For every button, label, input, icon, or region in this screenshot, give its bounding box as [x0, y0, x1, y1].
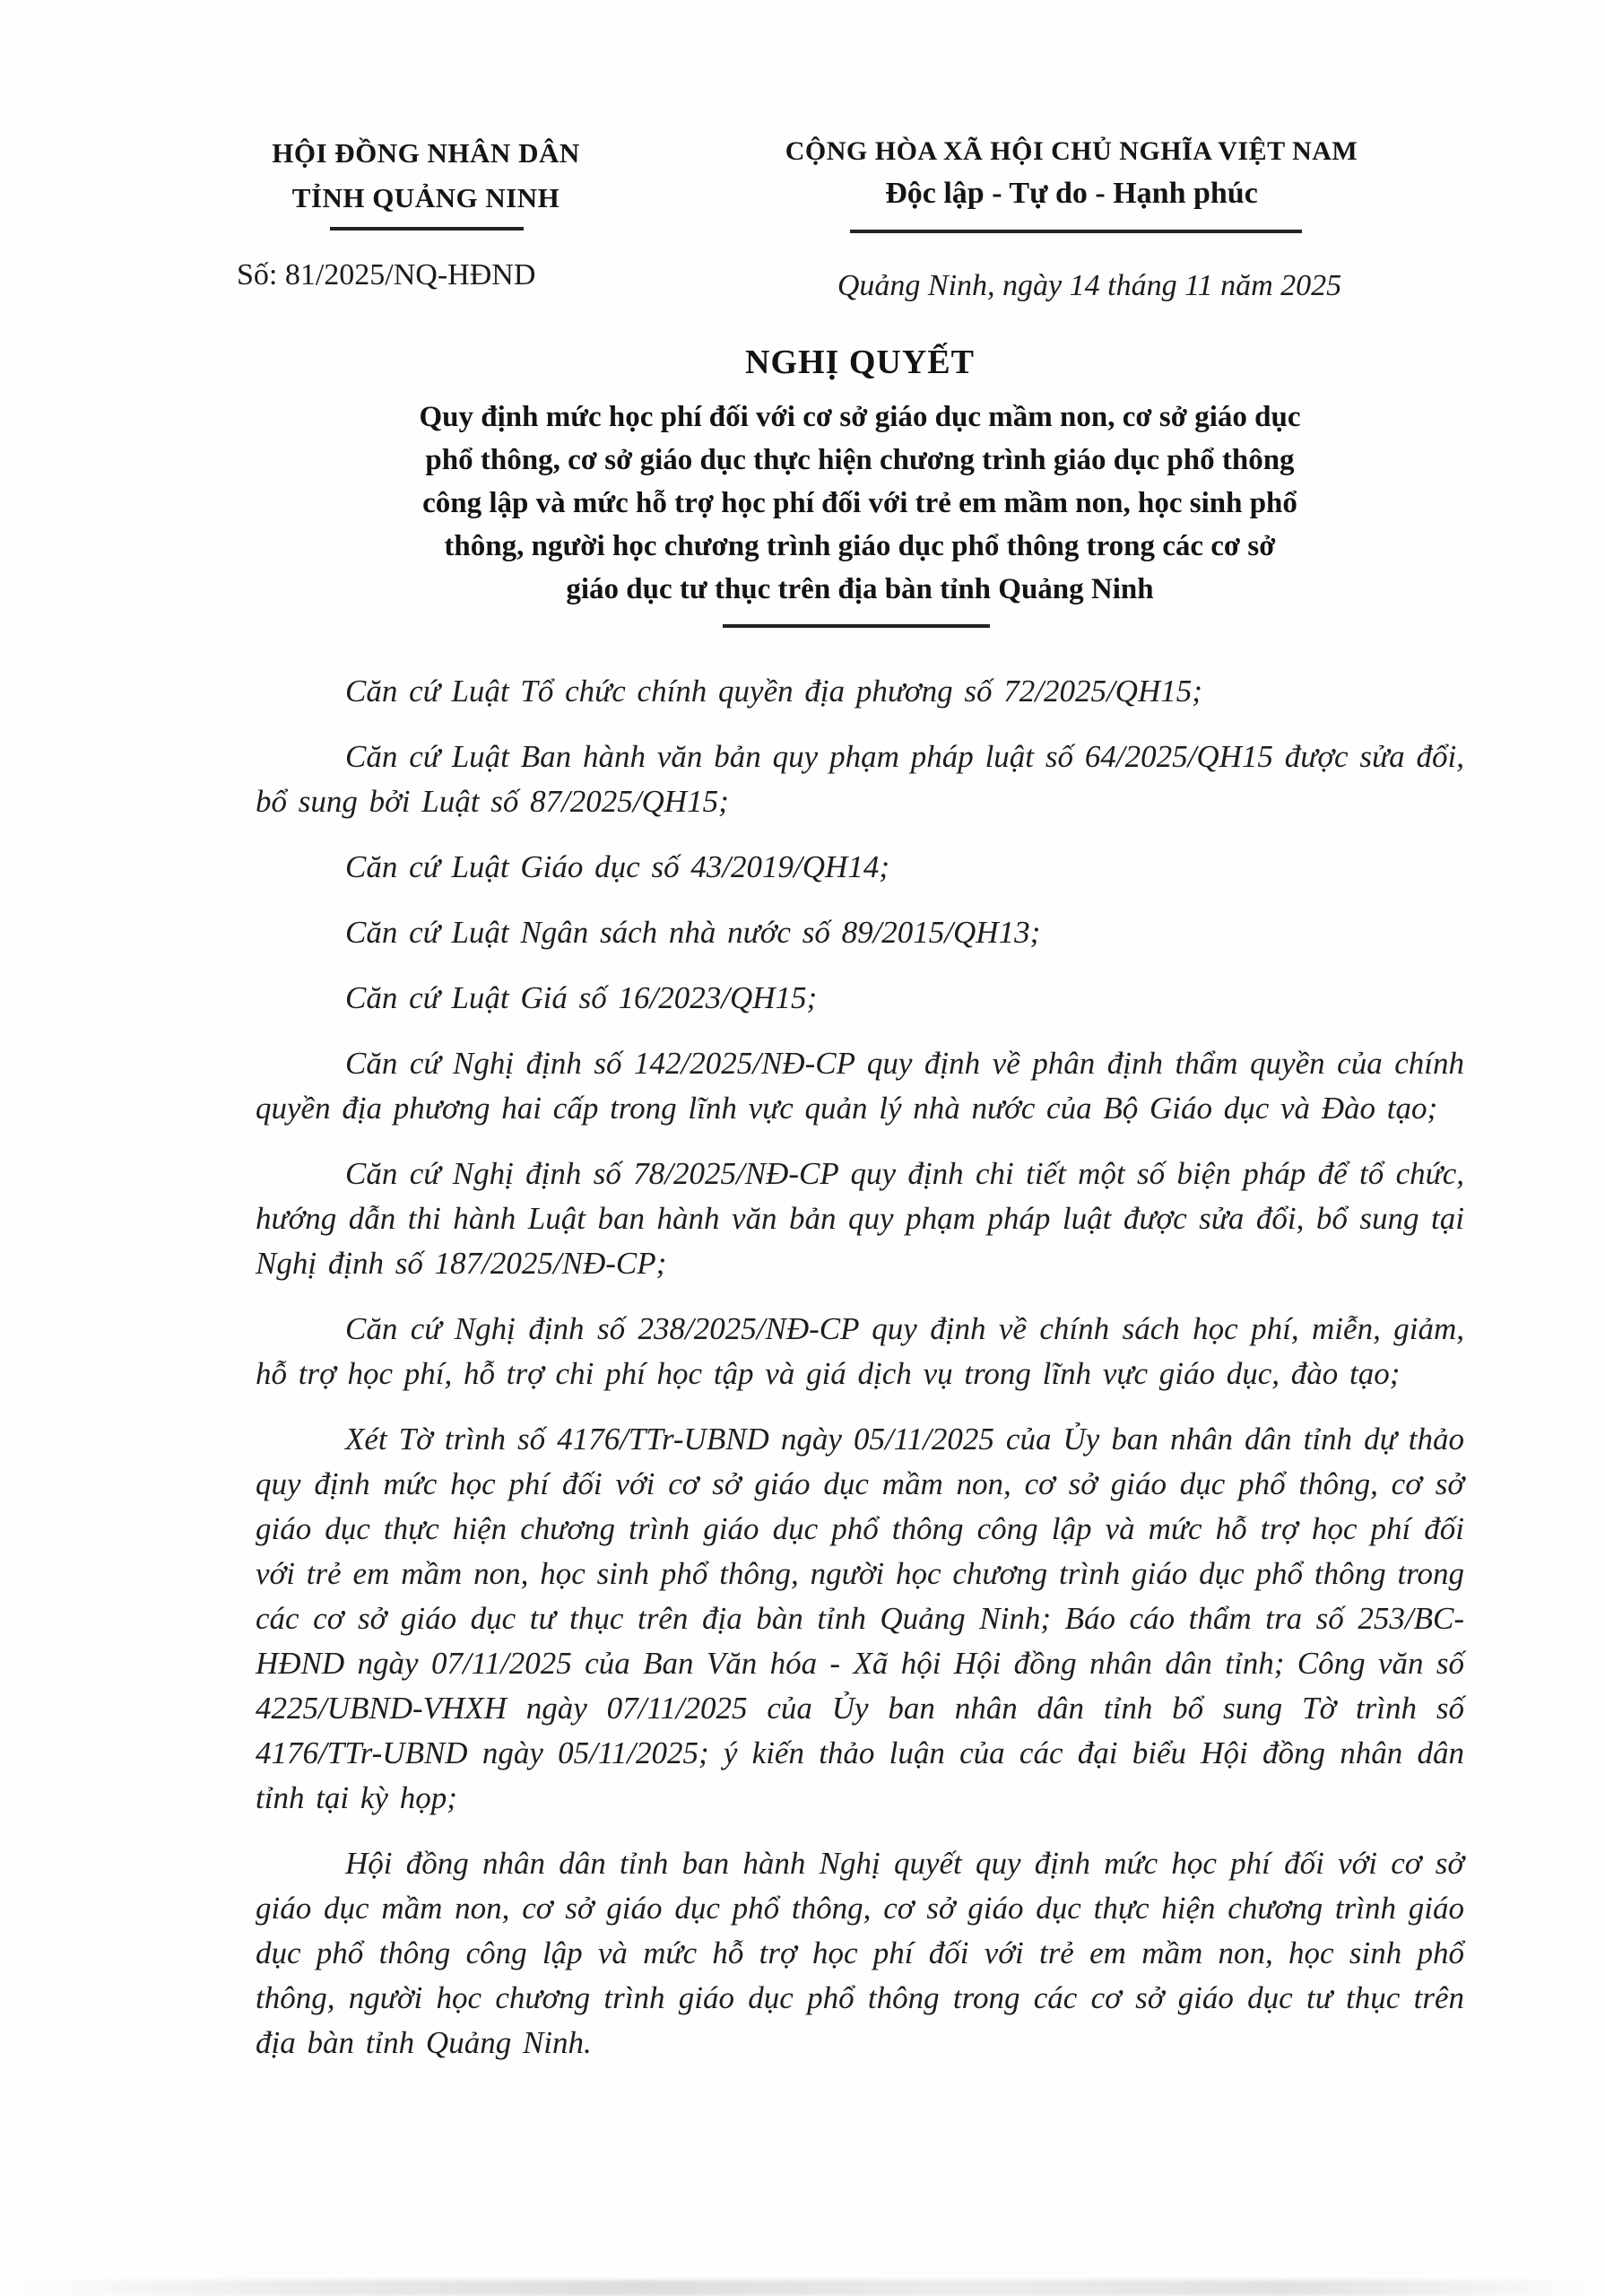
preamble-paragraph: Căn cứ Luật Ngân sách nhà nước số 89/2015/QH13; [345, 915, 1041, 950]
preamble-paragraph: Căn cứ Luật Tổ chức chính quyền địa phương số 72/2025/QH15; [345, 674, 1202, 709]
issuer-name-line2: TỈNH QUẢNG NINH [291, 182, 560, 213]
preamble-paragraph: Căn cứ Nghị định số 78/2025/NĐ-CP quy định chi tiết một số biện pháp để tổ chức, hướng dẫn thi hành Luật ban hành văn bản quy phạm pháp luật được sửa đổi, bổ sung tại Nghị định số 187/2025/NĐ-CP; [256, 1156, 1464, 1281]
document-title [256, 396, 1464, 611]
preamble-body [256, 669, 1464, 2066]
document-title-line: giáo dục tư thục trên địa bàn tỉnh Quảng Ninh [566, 573, 1154, 605]
preamble-paragraph: Căn cứ Nghị định số 238/2025/NĐ-CP quy định về chính sách học phí, miễn, giảm, hỗ trợ học phí, hỗ trợ chi phí học tập và giá dịch vụ trong lĩnh vực giáo dục, đào tạo; [256, 1311, 1464, 1391]
preamble-paragraph: Căn cứ Luật Ban hành văn bản quy phạm pháp luật số 64/2025/QH15 được sửa đổi, bổ sung bởi Luật số 87/2025/QH15; [256, 739, 1464, 819]
preamble-paragraph: Căn cứ Luật Giáo dục số 43/2019/QH14; [345, 849, 889, 884]
document-title-line: công lập và mức hỗ trợ học phí đối với trẻ em mầm non, học sinh phổ [422, 487, 1297, 519]
preamble-paragraph: Căn cứ Nghị định số 142/2025/NĐ-CP quy định về phân định thẩm quyền của chính quyền địa phương hai cấp trong lĩnh vực quản lý nhà nước của Bộ Giáo dục và Đào tạo; [256, 1046, 1464, 1126]
preamble-paragraph: Căn cứ Luật Giá số 16/2023/QH15; [345, 980, 818, 1015]
document-title-line: thông, người học chương trình giáo dục phổ thông trong các cơ sở [444, 530, 1276, 562]
issuer-underline [330, 227, 524, 230]
scan-artifact [0, 2280, 1605, 2296]
title-underline [723, 624, 990, 628]
document-number: Số: 81/2025/NQ-HĐND [237, 258, 536, 291]
national-header-block [699, 131, 1444, 215]
document-title-line: phổ thông, cơ sở giáo dục thực hiện chương trình giáo dục phổ thông [425, 444, 1295, 476]
enacting-paragraph: Hội đồng nhân dân tỉnh ban hành Nghị quyết quy định mức học phí đối với cơ sở giáo dục mầm non, cơ sở giáo dục phổ thông, cơ sở giáo dục thực hiện chương trình giáo dục phổ thông công lập và mức hỗ trợ học phí đối với trẻ em mầm non, học sinh phổ thông, người học chương trình giáo dục phổ thông trong các cơ sở giáo dục tư thục trên địa bàn tỉnh Quảng Ninh. [256, 1846, 1464, 2060]
document-title-line: Quy định mức học phí đối với cơ sở giáo dục mầm non, cơ sở giáo dục [419, 401, 1301, 433]
national-name: CỘNG HÒA XÃ HỘI CHỦ NGHĨA VIỆT NAM [785, 136, 1358, 166]
national-motto: Độc lập - Tự do - Hạnh phúc [885, 177, 1258, 210]
motto-underline [850, 230, 1302, 233]
preamble-paragraph: Xét Tờ trình số 4176/TTr-UBND ngày 05/11/2025 của Ủy ban nhân dân tỉnh dự thảo quy định mức học phí đối với cơ sở giáo dục mầm non, cơ sở giáo dục phổ thông, cơ sở giáo dục thực hiện chương trình giáo dục phổ thông công lập và mức hỗ trợ học phí đối với trẻ em mầm non, học sinh phổ thông, người học chương trình giáo dục phổ thông trong các cơ sở giáo dục tư thục trên địa bàn tỉnh Quảng Ninh; Báo cáo thẩm tra số 253/BC-HĐND ngày 07/11/2025 của Ban Văn hóa - Xã hội Hội đồng nhân dân tỉnh; Công văn số 4225/UBND-VHXH ngày 07/11/2025 của Ủy ban nhân dân tỉnh bổ sung Tờ trình số 4176/TTr-UBND ngày 05/11/2025; ý kiến thảo luận của các đại biểu Hội đồng nhân dân tỉnh tại kỳ họp; [256, 1422, 1464, 1815]
document-type-heading: NGHỊ QUYẾT [745, 344, 975, 381]
place-and-date: Quảng Ninh, ngày 14 tháng 11 năm 2025 [837, 269, 1342, 302]
issuer-name-line1: HỘI ĐỒNG NHÂN DÂN [272, 137, 580, 169]
issuer-block [224, 131, 628, 221]
